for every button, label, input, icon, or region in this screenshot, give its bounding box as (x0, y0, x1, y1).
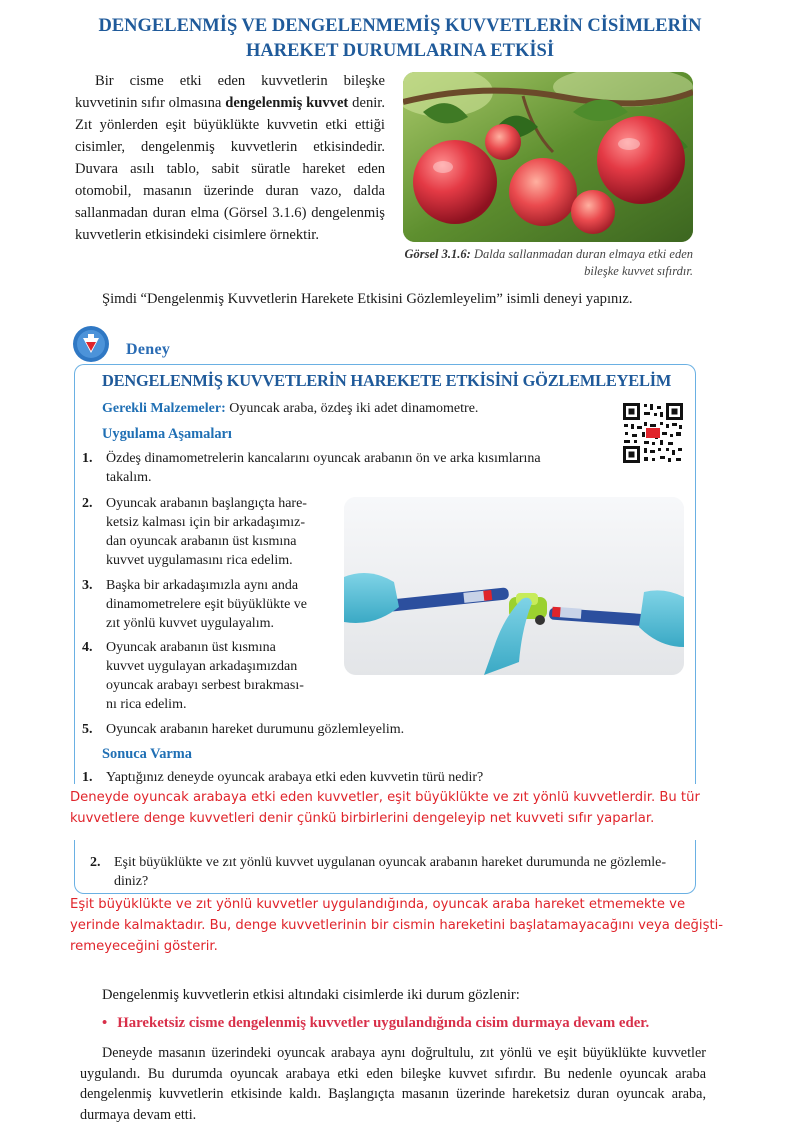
step-text (106, 494, 307, 570)
step-1-line-1: Özdeş dinamometrelerin kancalarını oyuncak arabanın ön ve arka kısımlarına (106, 451, 541, 466)
step-4-line-3: oyuncak arabayı serbest bırakması- (106, 678, 304, 693)
step-number: 5. (82, 722, 93, 737)
question-text (114, 853, 666, 891)
result-heading: Sonuca Varma (102, 746, 192, 762)
step-3-line-1: Başka bir arkadaşımızla aynı anda (106, 578, 299, 593)
answer-2 (70, 894, 723, 957)
intro-text-2: denir. Zıt yönlerden eşit büyüklükte kuvvetin etki ettiği cisimler, dengelenmiş kuvvetlerin etkisindedir. Duvara asılı tablo, sabit süratle hareket eden otomobil, masanın üzerinde duran vazo, dalda sallanmadan duran elma (Görsel 3.1.6) dengelenmiş kuvvetlerin etkisindeki cisimlere örnektir. (75, 95, 385, 243)
experiment-title: DENGELENMİŞ KUVVETLERİN HAREKETE ETKİSİNİ GÖZLEMLEYELİM (102, 371, 672, 390)
bullet-text: Hareketsiz cisme dengelenmiş kuvvetler uygulandığında cisim durmaya devam eder. (117, 1015, 650, 1031)
apple-tree-photo (403, 72, 693, 242)
intro-paragraph (75, 70, 385, 246)
step-1 (82, 449, 682, 489)
bullet-point (102, 1013, 722, 1033)
intro-bold-term: dengelenmiş kuvvet (225, 95, 349, 111)
title-line-1: DENGELENMİŞ VE DENGELENMEMİŞ KUVVETLERİN CİSİMLERİN (98, 16, 702, 36)
step-5-line-1: Oyuncak arabanın hareket durumunu gözlemleyelim. (106, 722, 405, 737)
materials-label: Gerekli Malzemeler: (102, 401, 226, 416)
step-4 (82, 638, 342, 718)
answer-1-line-2: kuvvetlere denge kuvvetleri denir çünkü birbirlerini dengeleyip net kuvveti sıfır yaparlar. (70, 811, 655, 826)
instruction-text: Şimdi “Dengelenmiş Kuvvetlerin Harekete Etkisini Gözlemleyelim” isimli deneyi yapınız. (102, 291, 633, 307)
step-text (106, 638, 304, 714)
step-number: 2. (82, 496, 93, 511)
step-2-line-3: dan oyuncak arabanın üst kısmına (106, 534, 297, 549)
experiment-label: Deney (126, 341, 171, 358)
step-4-line-1: Oyuncak arabanın üst kısmına (106, 640, 276, 655)
step-number: 3. (82, 578, 93, 593)
question-number: 2. (90, 855, 101, 870)
step-5 (82, 720, 682, 740)
step-4-line-4: nı rica edelim. (106, 697, 187, 712)
step-number: 4. (82, 640, 93, 655)
answer-1-line-1: Deneyde oyuncak arabaya etki eden kuvvetler, eşit büyüklükte ve zıt yönlü kuvvetlerdir. Bu tür (70, 790, 700, 805)
answer-2-line-1: Eşit büyüklükte ve zıt yönlü kuvvetler uygulandığında, oyuncak araba hareket etmemekte ve (70, 897, 686, 912)
question-2 (90, 853, 690, 893)
step-3 (82, 576, 342, 636)
question-number: 1. (82, 770, 93, 785)
step-1-line-2: takalım. (106, 470, 152, 485)
step-text (106, 449, 541, 487)
question-1 (82, 768, 682, 788)
step-2 (82, 494, 342, 574)
materials-text: Oyuncak araba, özdeş iki adet dinamometre. (225, 401, 479, 416)
step-4-line-2: kuvvet uygulayan arkadaşımızdan (106, 659, 298, 674)
materials (102, 399, 478, 419)
photo-caption (403, 246, 693, 280)
caption-label: Görsel 3.1.6: (404, 247, 471, 261)
steps-heading: Uygulama Aşamaları (102, 426, 232, 442)
step-number: 1. (82, 451, 93, 466)
step-text (106, 576, 307, 633)
conclusion-text: Dengelenmiş kuvvetlerin etkisi altındaki cisimlerde iki durum gözlenir: (102, 987, 520, 1003)
page-title (40, 14, 760, 64)
bullet-icon: • (102, 1015, 108, 1031)
answer-2-line-2: yerinde kalmaktadır. Bu, denge kuvvetlerinin bir cismin hareketini başlatamayacağını veya değişti- (70, 918, 724, 933)
caption-text: Dalda sallanmadan duran elmaya etki eden bileşke kuvvet sıfırdır. (470, 247, 693, 278)
answer-2-line-3: remeyeceğini gösterir. (70, 939, 218, 954)
title-line-2: HAREKET DURUMLARINA ETKİSİ (245, 41, 555, 61)
intro-text-1: Bir cisme etki eden kuvvetlerin bileşke kuvvetinin sıfır olmasına (75, 73, 385, 111)
experiment-icon (72, 325, 110, 363)
answer-1 (70, 787, 700, 829)
step-3-line-2: dinamometrelere eşit büyüklükte ve (106, 597, 307, 612)
step-2-line-4: kuvvet uygulamasını rica edelim. (106, 553, 293, 568)
step-2-line-2: ketsiz kalması için bir arkadaşımız- (106, 515, 306, 530)
question-1-text: Yaptığınız deneyde oyuncak arabaya etki eden kuvvetin türü nedir? (106, 770, 484, 785)
step-2-line-1: Oyuncak arabanın başlangıçta hare- (106, 496, 307, 511)
question-2-line-2: diniz? (114, 874, 149, 889)
step-3-line-3: zıt yönlü kuvvet uygulayalım. (106, 616, 274, 631)
closing-paragraph: Deneyde masanın üzerindeki oyuncak arabaya aynı doğrultulu, zıt yönlü ve eşit büyüklükte kuvvetler uygulandı. Bu durumda oyuncak arabaya etki eden bileşke kuvvet sıfırdır. Bu nedenle oyuncak araba dengelenmiş kuvvetlerin etkisinde kaldı. Başlangıçta masanın üzerinde hareketsiz duran oyuncak araba, durmaya devam etti. (80, 1045, 706, 1123)
experiment-photo (344, 497, 684, 675)
question-2-line-1: Eşit büyüklükte ve zıt yönlü kuvvet uygulanan oyuncak arabanın hareket durumunda ne gözlemle- (114, 855, 667, 870)
